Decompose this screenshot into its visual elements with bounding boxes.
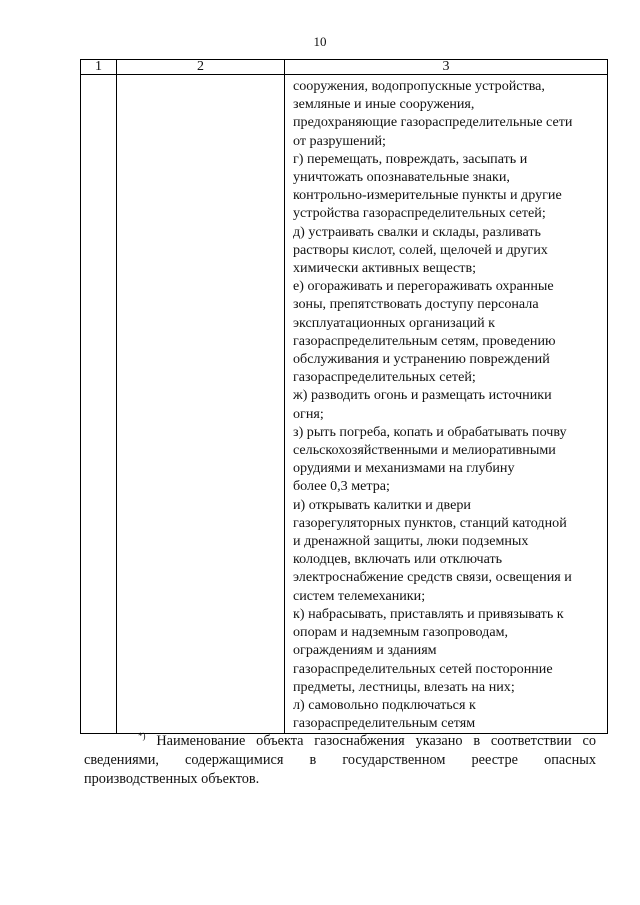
text-line: и дренажной защиты, люки подземных: [293, 533, 529, 550]
text-line: д) устраивать свалки и склады, разливать: [293, 223, 541, 240]
text-line: колодцев, включать или отключать: [293, 551, 503, 568]
footnote-marker: *): [138, 731, 146, 741]
footnote-line-1: [84, 727, 596, 751]
text-line: сельскохозяйственными и мелиоративными: [293, 442, 556, 459]
footnote-line-3: производственных объектов.: [84, 771, 260, 787]
table-header-row: [81, 60, 608, 75]
column-header-1: 1: [81, 60, 117, 75]
text-line: огня;: [293, 405, 324, 422]
footnote-text-1: Наименование объекта газоснабжения указано в соответствии со: [156, 733, 597, 749]
text-line: газораспределительным сетям: [293, 715, 476, 732]
text-line: зоны, препятствовать доступу персонала: [293, 296, 539, 313]
text-line: растворы кислот, солей, щелочей и других: [293, 241, 548, 258]
text-line: и) открывать калитки и двери: [293, 496, 471, 513]
text-line: з) рыть погреба, копать и обрабатывать почву: [293, 423, 567, 440]
footnote: [84, 727, 596, 789]
text-line: сооружения, водопропускные устройства,: [293, 78, 545, 94]
text-line: орудиями и механизмами на глубину: [293, 460, 515, 477]
text-line: г) перемещать, повреждать, засыпать и: [293, 150, 528, 167]
column-header-3: 3: [285, 60, 608, 75]
text-line: эксплуатационных организаций к: [293, 314, 496, 331]
text-line: уничтожать опознавательные знаки,: [293, 169, 510, 186]
table-cell-col1: [81, 75, 117, 734]
text-line: устройства газораспределительных сетей;: [293, 205, 546, 222]
text-line: обслуживания и устранению повреждений: [293, 351, 550, 368]
text-line: ограждениям и зданиям: [293, 642, 437, 659]
text-line: газораспределительных сетей посторонние: [293, 660, 553, 677]
text-line: е) огораживать и перегораживать охранные: [293, 278, 554, 295]
text-line: предметы, лестницы, влезать на них;: [293, 678, 515, 695]
table-row: [81, 75, 608, 734]
text-line: опорам и надземным газопроводам,: [293, 624, 509, 641]
text-line: электроснабжение средств связи, освещения и: [293, 569, 572, 586]
text-line: земляные и иные сооружения,: [293, 96, 475, 113]
text-line: ж) разводить огонь и размещать источники: [293, 387, 552, 404]
text-line: от разрушений;: [293, 132, 386, 149]
text-line: к) набрасывать, приставлять и привязывать к: [293, 605, 564, 622]
table-cell-col2: [117, 75, 285, 734]
text-line: газорегуляторных пунктов, станций катодной: [293, 514, 567, 531]
table-cell-col3: [285, 75, 608, 734]
page-number: 10: [313, 34, 327, 49]
document-table: [80, 59, 608, 734]
text-line: более 0,3 метра;: [293, 478, 390, 495]
text-line: систем телемеханики;: [293, 587, 426, 604]
text-line: газораспределительных сетей;: [293, 369, 476, 386]
text-line: предохраняющие газораспределительные сети: [293, 114, 573, 131]
text-line: контрольно-измерительные пункты и другие: [293, 187, 562, 204]
text-line: л) самовольно подключаться к: [293, 696, 476, 713]
prohibitions-text: [285, 75, 607, 733]
footnote-line-2: сведениями, содержащимися в государственном реестре опасных: [84, 752, 596, 768]
text-line: газораспределительным сетям, проведению: [293, 332, 556, 349]
text-line: химически активных веществ;: [293, 260, 477, 277]
column-header-2: 2: [117, 60, 285, 75]
